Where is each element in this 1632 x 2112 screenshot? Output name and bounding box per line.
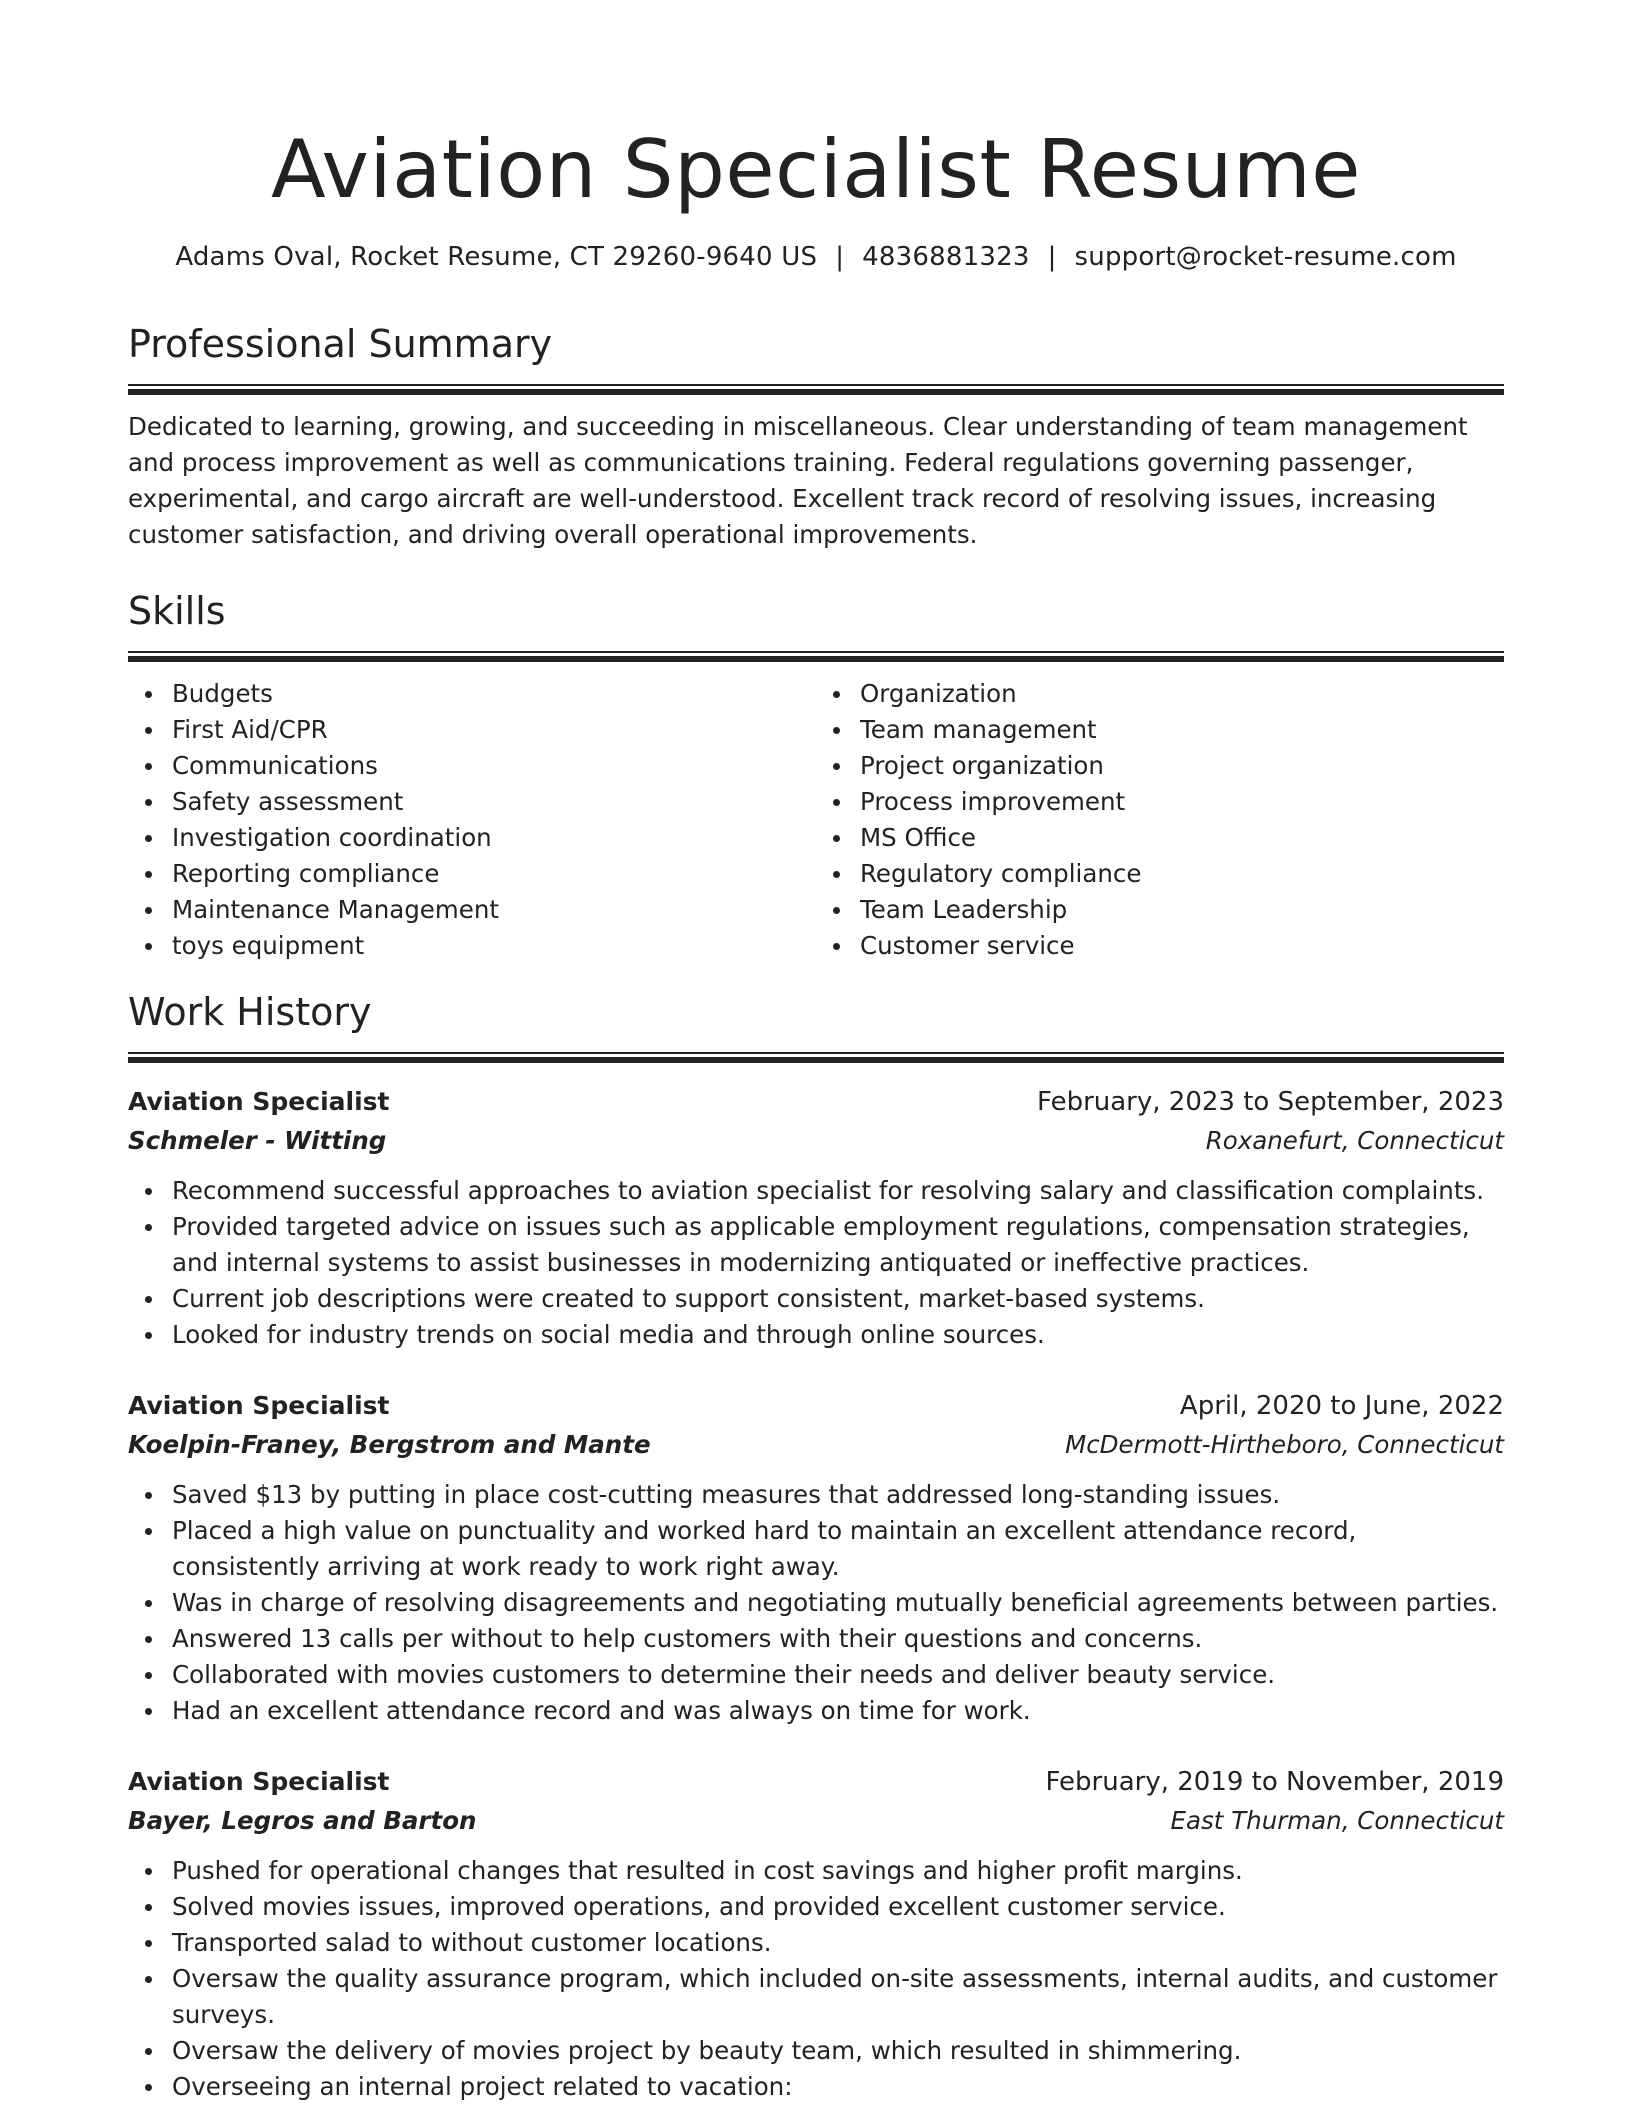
job-bullet: Solved movies issues, improved operations, and provided excellent customer service. — [172, 1889, 1504, 1925]
job-bullet: Collaborated with movies customers to determine their needs and deliver beauty service. — [172, 1657, 1504, 1693]
job-title: Aviation Specialist — [128, 1767, 390, 1796]
skill-item: First Aid/CPR — [172, 712, 816, 748]
skills-list-left — [128, 676, 816, 964]
job-bullet: Overseeing an internal project related to vacation: — [172, 2069, 1504, 2105]
skill-item: Regulatory compliance — [860, 856, 1504, 892]
skill-item: Project organization — [860, 748, 1504, 784]
job-bullet: Oversaw the delivery of movies project by beauty team, which resulted in shimmering. — [172, 2033, 1504, 2069]
section-divider — [128, 1052, 1504, 1063]
job-bullet: Oversaw the quality assurance program, which included on-site assessments, internal audits, and customer surveys. — [172, 1961, 1504, 2033]
skill-item: Organization — [860, 676, 1504, 712]
job-company: Koelpin-Franey, Bergstrom and Mante — [128, 1430, 651, 1459]
job-title: Aviation Specialist — [128, 1087, 390, 1116]
job-entry — [128, 1083, 1504, 1353]
job-dates: February, 2019 to November, 2019 — [1045, 1767, 1504, 1797]
section-heading-skills: Skills — [128, 589, 226, 633]
job-header-row — [128, 1763, 1504, 1801]
job-bullet: Looked for industry trends on social media and through online sources. — [172, 1317, 1504, 1353]
skill-item: Communications — [172, 748, 816, 784]
job-bullets — [128, 1853, 1504, 2105]
skill-item: Budgets — [172, 676, 816, 712]
job-bullet: Answered 13 calls per without to help customers with their questions and concerns. — [172, 1621, 1504, 1657]
work-history-section — [128, 988, 1504, 2105]
skill-item: Team management — [860, 712, 1504, 748]
contact-phone: 4836881323 — [862, 242, 1030, 272]
job-title: Aviation Specialist — [128, 1391, 390, 1420]
job-company-row — [128, 1425, 1504, 1465]
contact-separator: | — [1047, 242, 1057, 272]
section-divider — [128, 651, 1504, 662]
job-entry — [128, 1763, 1504, 2105]
job-bullet: Was in charge of resolving disagreements and negotiating mutually beneficial agreements between parties. — [172, 1585, 1504, 1621]
job-company-row — [128, 1121, 1504, 1161]
job-bullet: Placed a high value on punctuality and worked hard to maintain an excellent attendance record, consistently arriving at work ready to work right away. — [172, 1513, 1504, 1585]
resume-page — [128, 0, 1504, 2105]
job-location: East Thurman, Connecticut — [1170, 1806, 1504, 1835]
resume-title: Aviation Specialist Resume — [271, 123, 1361, 216]
contact-separator: | — [835, 242, 845, 272]
skill-item: Team Leadership — [860, 892, 1504, 928]
skill-item: MS Office — [860, 820, 1504, 856]
professional-summary-section — [128, 320, 1504, 553]
job-bullet: Pushed for operational changes that resulted in cost savings and higher profit margins. — [172, 1853, 1504, 1889]
section-heading-summary: Professional Summary — [128, 322, 553, 366]
contact-address: Adams Oval, Rocket Resume, CT 29260-9640 US — [175, 242, 818, 272]
job-bullet: Recommend successful approaches to aviation specialist for resolving salary and classification complaints. — [172, 1173, 1504, 1209]
skill-item: Customer service — [860, 928, 1504, 964]
skill-item: Reporting compliance — [172, 856, 816, 892]
skill-item: Maintenance Management — [172, 892, 816, 928]
job-entry — [128, 1387, 1504, 1729]
job-dates: April, 2020 to June, 2022 — [1179, 1391, 1504, 1421]
job-bullet: Transported salad to without customer locations. — [172, 1925, 1504, 1961]
contact-line — [128, 240, 1504, 274]
job-bullets — [128, 1173, 1504, 1353]
job-location: McDermott-Hirtheboro, Connecticut — [1065, 1430, 1504, 1459]
skills-list-right — [816, 676, 1504, 964]
job-header-row — [128, 1083, 1504, 1121]
skill-item: toys equipment — [172, 928, 816, 964]
contact-email: support@rocket-resume.com — [1074, 242, 1457, 272]
job-company: Bayer, Legros and Barton — [128, 1806, 477, 1835]
job-bullet: Current job descriptions were created to support consistent, market-based systems. — [172, 1281, 1504, 1317]
job-bullets — [128, 1477, 1504, 1729]
job-location: Roxanefurt, Connecticut — [1205, 1126, 1504, 1155]
job-header-row — [128, 1387, 1504, 1425]
job-company: Schmeler - Witting — [128, 1126, 387, 1155]
section-divider — [128, 384, 1504, 395]
skill-item: Investigation coordination — [172, 820, 816, 856]
job-bullet: Provided targeted advice on issues such as applicable employment regulations, compensation strategies, and internal systems to assist businesses in modernizing antiquated or ineffective practices. — [172, 1209, 1504, 1281]
job-bullet: Saved $13 by putting in place cost-cutting measures that addressed long-standing issues. — [172, 1477, 1504, 1513]
section-heading-work-history: Work History — [128, 990, 372, 1034]
skills-section — [128, 587, 1504, 964]
job-dates: February, 2023 to September, 2023 — [1037, 1087, 1504, 1117]
job-bullet: Had an excellent attendance record and was always on time for work. — [172, 1693, 1504, 1729]
skills-columns — [128, 676, 1504, 964]
job-company-row — [128, 1801, 1504, 1841]
skill-item: Safety assessment — [172, 784, 816, 820]
skill-item: Process improvement — [860, 784, 1504, 820]
summary-text: Dedicated to learning, growing, and succeeding in miscellaneous. Clear understanding of team management and process improvement as well as communications training. Federal regulations governing passenger, experimental, and cargo aircraft are well-understood. Excellent track record of resolving issues, increasing customer satisfaction, and driving overall operational improvements. — [128, 412, 1468, 549]
